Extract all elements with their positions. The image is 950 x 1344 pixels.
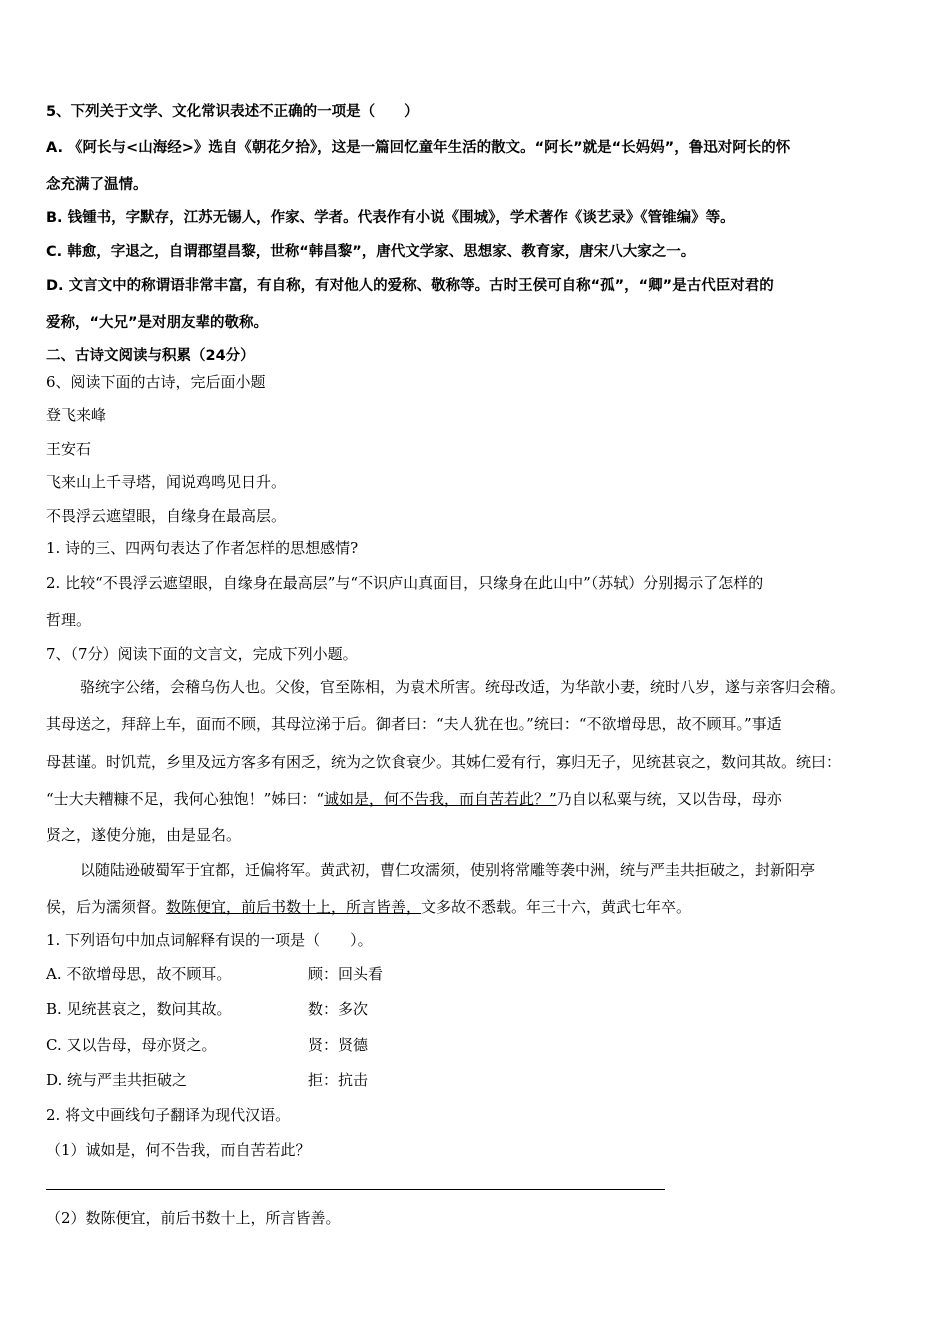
q5-option-a-cont: 念充满了温情。: [46, 177, 148, 193]
option-gloss: 顾：回头看: [308, 965, 384, 983]
section-title: 二、古诗文阅读与积累（24分）: [46, 348, 255, 364]
passage-line: 贤之，遂使分施，由是显名。: [46, 826, 242, 844]
answer-option-a: [46, 964, 908, 984]
q6-sub-question-2: 2. 比较“不畏浮云遮望眼，自缘身在最高层”与“不识庐山真面目，只缘身在此山中”（苏轼）分别揭示了怎样的: [46, 574, 764, 592]
passage-text: 侯，后为濡须督。: [46, 898, 167, 916]
translation-item-1: （1）诚如是，何不告我，而自苦若此？: [46, 1141, 311, 1159]
q7-sub-question-2: 2. 将文中画线句子翻译为现代汉语。: [46, 1106, 291, 1124]
poem-line: 不畏浮云遮望眼，自缘身在最高层。: [46, 507, 287, 525]
option-gloss: 数：多次: [308, 1000, 369, 1018]
q5-option-d: D. 文言文中的称谓语非常丰富，有自称，有对他人的爱称、敬称等。古时王侯可自称“孤”，“卿”是古代臣对君的: [46, 278, 774, 294]
option-sentence: D. 统与严圭共拒破之: [46, 1071, 188, 1089]
q6-sub-question-1: 1. 诗的三、四两句表达了作者怎样的思想感情?: [46, 539, 359, 557]
answer-line: [46, 1189, 665, 1190]
translation-item-2: （2）数陈便宜，前后书数十上，所言皆善。: [46, 1209, 341, 1227]
q5-option-a: A. 《阿长与<山海经>》选自《朝花夕拾》，这是一篇回忆童年生活的散文。“阿长”就是“长妈妈”，鲁迅对阿长的怀: [46, 140, 791, 156]
passage-line: [46, 789, 908, 809]
option-gloss: 贤：贤德: [308, 1036, 369, 1054]
passage-line: 母甚谨。时饥荒，乡里及远方客多有困乏，统为之饮食衰少。其姊仁爱有行，寡归无子，见统甚哀之，数问其故。统曰：: [46, 753, 842, 771]
passage-text: 文多故不悉载。年三十六，黄武七年卒。: [421, 898, 692, 916]
q7-sub-question-1: 1. 下列语句中加点词解释有误的一项是（ ）。: [46, 931, 373, 949]
option-sentence: A. 不欲增母思，故不顾耳。: [46, 965, 232, 983]
q5-option-c: C. 韩愈，字退之，自谓郡望昌黎，世称“韩昌黎”，唐代文学家、思想家、教育家，唐宋八大家之一。: [46, 244, 696, 260]
answer-option-b: [46, 999, 908, 1019]
passage-text: 乃自以私粟与统，又以告母，母亦: [556, 790, 782, 808]
underlined-sentence-2: 数陈便宜，前后书数十上，所言皆善，: [166, 898, 422, 916]
poem-author: 王安石: [46, 440, 92, 458]
q6-stem: 6、阅读下面的古诗，完后面小题: [46, 373, 266, 391]
q7-stem: 7、（7分）阅读下面的文言文，完成下列小题。: [46, 645, 358, 663]
option-sentence: C. 又以告母，母亦贤之。: [46, 1036, 217, 1054]
passage-line: 以随陆逊破蜀军于宜都，迁偏将军。黄武初，曹仁攻濡须，使别将常雕等袭中洲，统与严圭共拒破之，封新阳亭: [80, 861, 816, 879]
option-gloss: 拒：抗击: [308, 1071, 369, 1089]
passage-line: [46, 897, 908, 917]
passage-text: “士大夫糟糠不足，我何心独饱！”姊曰：“: [46, 790, 325, 808]
q5-option-b: B. 钱锺书，字默存，江苏无锡人，作家、学者。代表作有小说《围城》，学术著作《谈艺录》《管锥编》等。: [46, 210, 735, 226]
q5-option-d-cont: 爱称，“大兄”是对朋友辈的敬称。: [46, 315, 269, 331]
passage-line: 骆统字公绪，会稽乌伤人也。父俊，官至陈相，为袁术所害。统母改适，为华歆小妻，统时八岁，遂与亲客归会稽。: [80, 678, 846, 696]
answer-option-d: [46, 1070, 908, 1090]
underlined-sentence-1: 诚如是，何不告我，而自苦若此？”: [324, 790, 557, 808]
passage-line: 其母送之，拜辞上车，面而不顾，其母泣涕于后。御者曰：“夫人犹在也。”统曰：“不欲增母思，故不顾耳。”事适: [46, 715, 782, 733]
poem-line: 飞来山上千寻塔，闻说鸡鸣见日升。: [46, 473, 287, 491]
q6-sub-question-2-cont: 哲理。: [46, 611, 92, 629]
option-sentence: B. 见统甚哀之，数问其故。: [46, 1000, 232, 1018]
poem-title: 登飞来峰: [46, 406, 107, 424]
answer-option-c: [46, 1035, 908, 1055]
q5-stem: 5、下列关于文学、文化常识表述不正确的一项是（ ）: [46, 104, 419, 120]
